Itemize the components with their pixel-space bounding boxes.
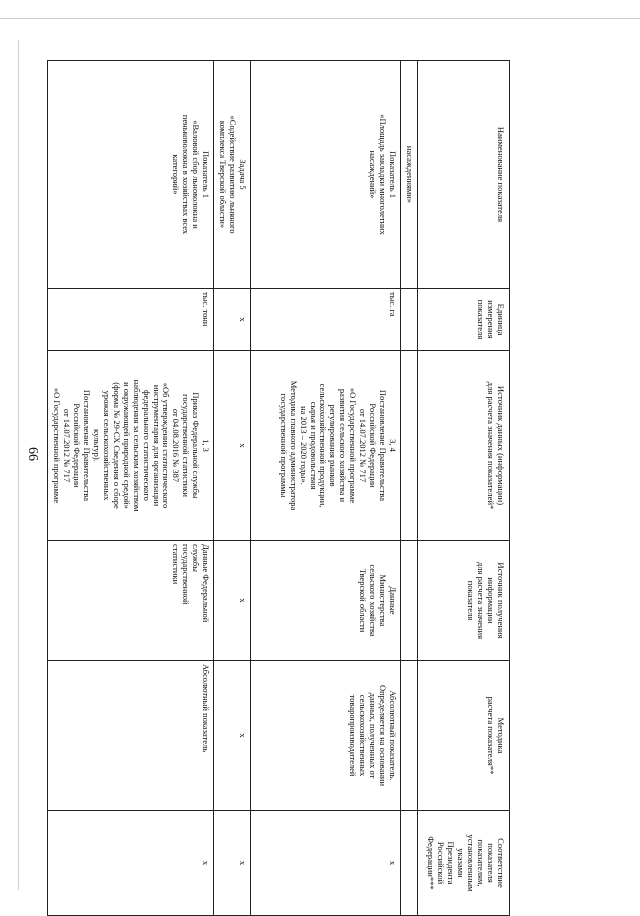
row-method: Абсолютный показатель. Определяется на основании данных, полученных от сельскохозяйственных товаропроизводителей [251,661,401,811]
row-origin: Данные Федеральной службы государственной статистики [48,541,214,661]
row-source [401,351,418,541]
row-compliance: х [214,811,251,916]
table-row [401,61,418,916]
rotated-table-container [52,60,510,915]
row-name: насаждениями» [401,61,418,289]
row-name: Задача 5 «Содействие развитию льняного комплекса Тверской области» [214,61,251,289]
row-unit: тыс. га [251,289,401,351]
header-compliance: Соответствие показателя показателям, установленным указами Президента Российской Федерации*** [418,811,510,916]
row-origin [401,541,418,661]
row-unit: тыс. тонн [48,289,214,351]
page-number: 66 [25,447,40,461]
table-header-row [418,61,510,916]
row-compliance: х [251,811,401,916]
header-origin: Источник получения информации для расчета значения показателя [418,541,510,661]
row-origin: Данные Министерства сельского хозяйства Тверской области [251,541,401,661]
row-method: Абсолютный показатель [48,661,214,811]
row-name: Показатель 1 «Площадь закладки многолетних насаждений» [251,61,401,289]
row-source: 3, 4 Постановление Правительства Российской Федерации от 14.07.2012 № 717 «О Государственной программе развития сельского хозяйства и регулирования рынков сельскохозяйственной продукции, сырья и продовольствия на 2013 – 2020 годы». Методика главного администратора государственной программы [251,351,401,541]
header-method: Методика расчета показателя** [418,661,510,811]
scan-edge-top [0,18,640,19]
header-unit: Единица измерения показателя [418,289,510,351]
row-compliance [401,811,418,916]
row-source: х [214,351,251,541]
row-source: 1, 3 Приказ Федеральной службы государственной статистики от 04.08.2016 № 387 «Об утверждении статистического инструментария для организации федерального статистического наблюдения за сельским хозяйством и окружающей природной средой» (форма № 29-СХ Сведения о сборе урожая сельскохозяйственных культур). Постановление Правительства Российской Федерации от 14.07.2012 № 717 «О Государственной программе [48,351,214,541]
row-unit: х [214,289,251,351]
row-name: Показатель 1 «Валовой сбор льноволокна и пеньковолокна в хозяйствах всех категорий» [48,61,214,289]
indicators-table [47,60,510,916]
table-row [48,61,214,916]
table-row [251,61,401,916]
row-compliance: х [48,811,214,916]
header-source: Источник данных (информации) для расчета значения показателей* [418,351,510,541]
header-name: Наименование показателя [418,61,510,289]
row-method [401,661,418,811]
row-origin: х [214,541,251,661]
scan-edge-left [18,40,19,890]
row-unit [401,289,418,351]
table-row [214,61,251,916]
row-method: х [214,661,251,811]
